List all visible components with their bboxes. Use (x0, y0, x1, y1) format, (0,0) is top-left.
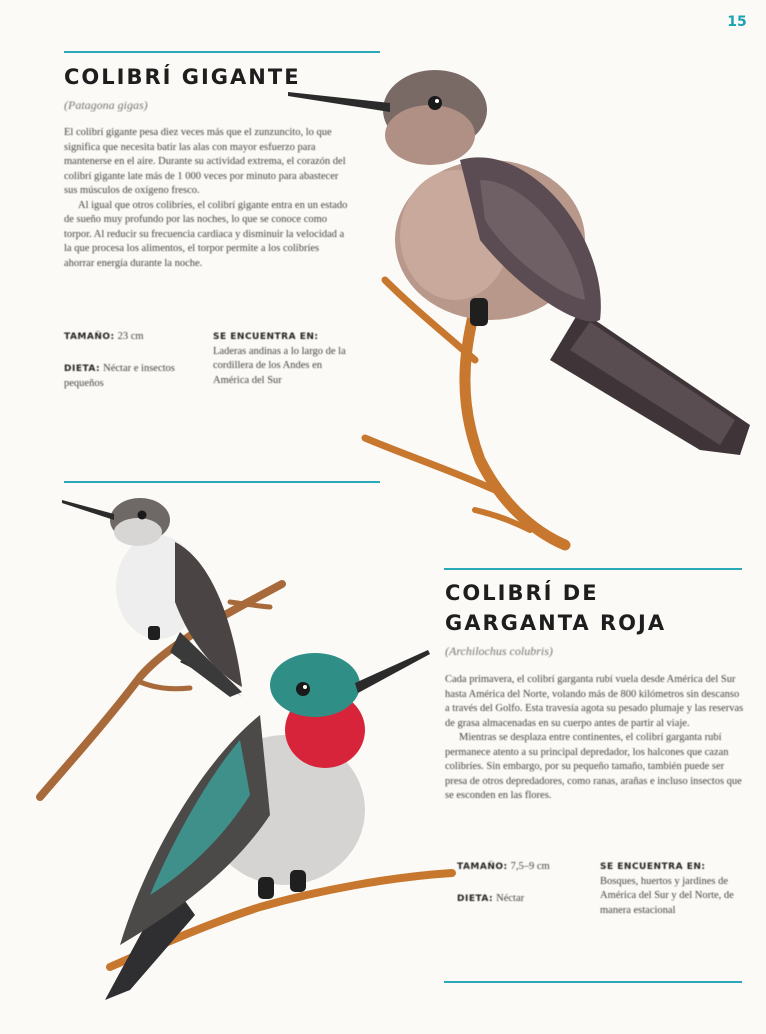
ruby-scientific-name: (Archilochus colubris) (445, 644, 553, 658)
diet-value: Néctar e insectos pequeños (64, 363, 175, 389)
ruby-title-line-1: COLIBRÍ DE (445, 581, 599, 605)
range-value: Bosques, huertos y jardines de América del Sur y del Norte, de manera estacional (600, 875, 734, 916)
ruby-throat-title (445, 578, 666, 638)
size-value: 7,5–9 cm (510, 861, 550, 872)
section-rule-bottom (444, 981, 742, 983)
ruby-paragraph-2: Mientras se desplaza entre continentes, el colibrí garganta rubí permanece atento a su principal depredador, los halcones que cazan colibríes. Sin embargo, por su pequeño tamaño, también puede ser presa de otros depredadores, como ranas, arañas e incluso insectos que se esconden en las flores. (445, 732, 742, 801)
ruby-size-fact (457, 860, 592, 875)
giant-size-fact (64, 330, 204, 345)
ruby-range-fact (600, 860, 745, 918)
ruby-paragraph-1: Cada primavera, el colibrí garganta rubí vuela desde América del Sur hasta América del Norte, volando más de 800 kilómetros sin descanso a través del Golfo. Esta travesía agota su pesado plumaje y las reservas de grasa almacenadas en su cuerpo antes de partir al viaje. (445, 674, 744, 729)
diet-value: Néctar (496, 893, 525, 904)
range-label: SE ENCUENTRA EN: (213, 332, 319, 342)
giant-scientific-name: (Patagona gigas) (64, 98, 148, 112)
diet-label: DIETA: (457, 894, 494, 904)
size-value: 23 cm (117, 331, 144, 342)
ruby-description (445, 673, 745, 804)
ruby-title-line-2: GARGANTA ROJA (445, 611, 667, 635)
male-hummingbird-illustration (100, 645, 460, 1010)
giant-hummingbird-illustration (280, 60, 766, 560)
range-value: Laderas andinas a lo largo de la cordillera de los Andes en América del Sur (213, 345, 346, 386)
giant-paragraph-2: Al igual que otros colibríes, el colibrí gigante entra en un estado de sueño muy profundo por las noches, lo que se conoce como torpor. Al reducir su frecuencia cardiaca y disminuir la velocidad a la que procesa los alimentos, el torpor permite a los colibríes ahorrar energía durante la noche. (64, 199, 348, 269)
giant-diet-fact (64, 362, 204, 391)
size-label: TAMAÑO: (457, 862, 508, 872)
section-rule-top (64, 51, 380, 53)
ruby-diet-fact (457, 892, 592, 907)
giant-hummingbird-title: COLIBRÍ GIGANTE (64, 65, 301, 89)
page-number: 15 (727, 14, 747, 30)
size-label: TAMAÑO: (64, 332, 115, 342)
giant-paragraph-1: El colibrí gigante pesa diez veces más que el zunzuncito, lo que significa que necesita batir las alas con mayor esfuerzo para mantenerse en el aire. Durante su actividad extrema, el corazón del colibrí gigante late más de 1 000 veces por minuto para abastecer sus músculos de oxígeno fresco. (64, 127, 346, 196)
divider-rule-left (64, 481, 380, 483)
section-rule-top-right (444, 568, 742, 570)
range-label: SE ENCUENTRA EN: (600, 862, 706, 872)
diet-label: DIETA: (64, 364, 101, 374)
